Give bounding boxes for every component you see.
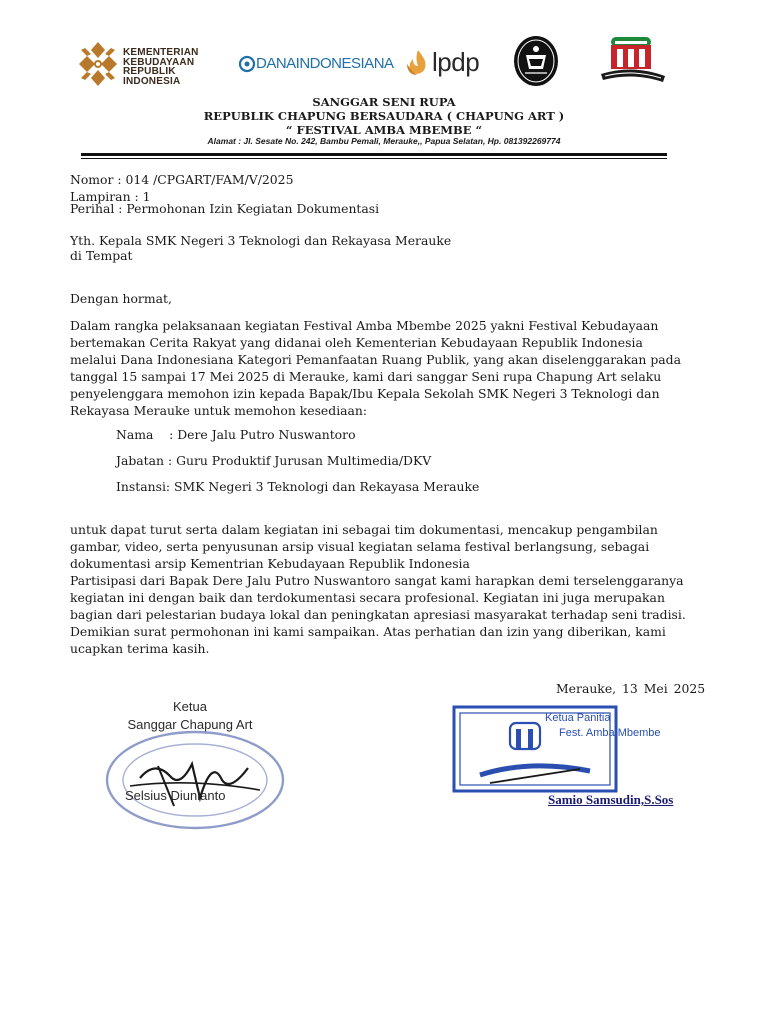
organization-type: SANGGAR SENI RUPA — [312, 95, 456, 109]
signatory-organization: Sanggar Chapung Art — [127, 717, 253, 732]
nominee-institution: Instansi: SMK Negeri 3 Teknologi dan Rekayasa Merauke — [116, 479, 480, 494]
kemendikbud-line: KEMENTERIAN — [123, 47, 199, 58]
letterhead-divider-thick — [81, 153, 667, 156]
letterhead-divider-thin — [81, 158, 667, 159]
signature-block-chairman — [80, 698, 300, 833]
paragraph-line: penyelenggara memohon izin kepada Bapak/Ibu Kepala Sekolah SMK Negeri 3 Teknologi dan — [70, 386, 660, 401]
paragraph-line: bagian dari pelestarian budaya lokal dan peningkatan apresiasi masyarakat terhadap seni tradisi. — [70, 607, 686, 622]
signature-block-committee — [450, 703, 710, 813]
paragraph-line: Partisipasi dari Bapak Dere Jalu Putro Nuswantoro sangat kami harapkan demi terselenggaranya — [70, 573, 684, 588]
salutation: Dengan hormat, — [70, 291, 172, 306]
paragraph-line: kegiatan ini dengan baik dan terdokumentasi secara profesional. Kegiatan ini juga merupakan — [70, 590, 665, 605]
paragraph-line: Rekayasa Merauke untuk memohon kesediaan: — [70, 403, 368, 418]
paragraph-line: ucapkan terima kasih. — [70, 641, 210, 656]
paragraph-line: Dalam rangka pelaksanaan kegiatan Festival Amba Mbembe 2025 yakni Festival Kebudayaan — [70, 318, 659, 333]
paragraph-line: untuk dapat turut serta dalam kegiatan ini sebagai tim dokumentasi, mencakup pengambilan — [70, 522, 658, 537]
letter-attachment: Lampiran : 1 — [70, 189, 151, 204]
committee-title — [545, 711, 661, 741]
paragraph-line: gambar, video, serta penyusunan arsip visual kegiatan selama festival berlangsung, sebagai — [70, 539, 650, 554]
committee-signatory-name: Samio Samsudin,S.Sos — [548, 792, 674, 807]
lpdp-flame-icon — [405, 48, 431, 78]
signatory-name: Selsius Diunianto — [125, 788, 226, 803]
paragraph-line: tanggal 15 sampai 17 Mei 2025 di Merauke, kami dari sanggar Seni rupa Chapung Art selaku — [70, 369, 662, 384]
kemendikbud-emblem-icon — [75, 40, 121, 88]
dana-indonesiana-icon — [238, 55, 256, 73]
letter-subject: Perihal : Permohonan Izin Kegiatan Dokumentasi — [70, 201, 380, 216]
letter-number: Nomor : 014 /CPGART/FAM/V/2025 — [70, 172, 294, 187]
committee-role: Ketua Panitia — [545, 712, 611, 724]
kemendikbud-line: INDONESIA — [123, 75, 181, 87]
nominee-name: Nama : Dere Jalu Putro Nuswantoro — [116, 427, 356, 442]
festival-amba-mbembe-logo-icon — [597, 34, 669, 88]
organization-stamp-icon — [100, 718, 290, 833]
recipient: Yth. Kepala SMK Negeri 3 Teknologi dan Rekayasa Merauke — [70, 233, 452, 248]
paragraph-line: Demikian surat permohonan ini kami sampaikan. Atas perhatian dan izin yang diberikan, kami — [70, 624, 666, 639]
dana-indonesiana-wordmark: DANAINDONESIANA — [256, 55, 394, 72]
signatory-role: Ketua — [173, 699, 207, 714]
kemendikbud-line: KEBUDAYAAN — [123, 56, 195, 68]
committee-event: Fest. Amba Mbembe — [559, 727, 661, 739]
place-date: Merauke, 13 Mei 2025 — [556, 681, 706, 696]
intro-paragraph — [70, 317, 710, 419]
organization-address: Alamat : Jl. Sesate No. 242, Bambu Pemali, Merauke,, Papua Selatan, Hp. 081392269774 — [207, 136, 561, 146]
body-paragraph — [70, 521, 710, 657]
chapung-art-emblem-icon — [513, 35, 559, 87]
festival-name: “ FESTIVAL AMBA MBEMBE “ — [285, 123, 483, 137]
paragraph-line: bertemakan Cerita Rakyat yang didanai oleh Kementerian Kebudayaan Republik Indonesia — [70, 335, 643, 350]
lpdp-wordmark: lpdp — [432, 47, 480, 77]
paragraph-line: melalui Dana Indonesiana Kategori Pemanfaatan Ruang Publik, yang akan diselenggarakan pada — [70, 352, 681, 367]
paragraph-line: dokumentasi arsip Kementrian Kebudayaan Republik Indonesia — [70, 556, 470, 571]
kemendikbud-line: REPUBLIK — [123, 66, 176, 77]
recipient-place: di Tempat — [70, 248, 133, 263]
nominee-position: Jabatan : Guru Produktif Jurusan Multimedia/DKV — [116, 453, 432, 468]
kemendikbud-wordmark — [123, 48, 199, 86]
organization-name: REPUBLIK CHAPUNG BERSAUDARA ( CHAPUNG ART ) — [203, 109, 565, 123]
